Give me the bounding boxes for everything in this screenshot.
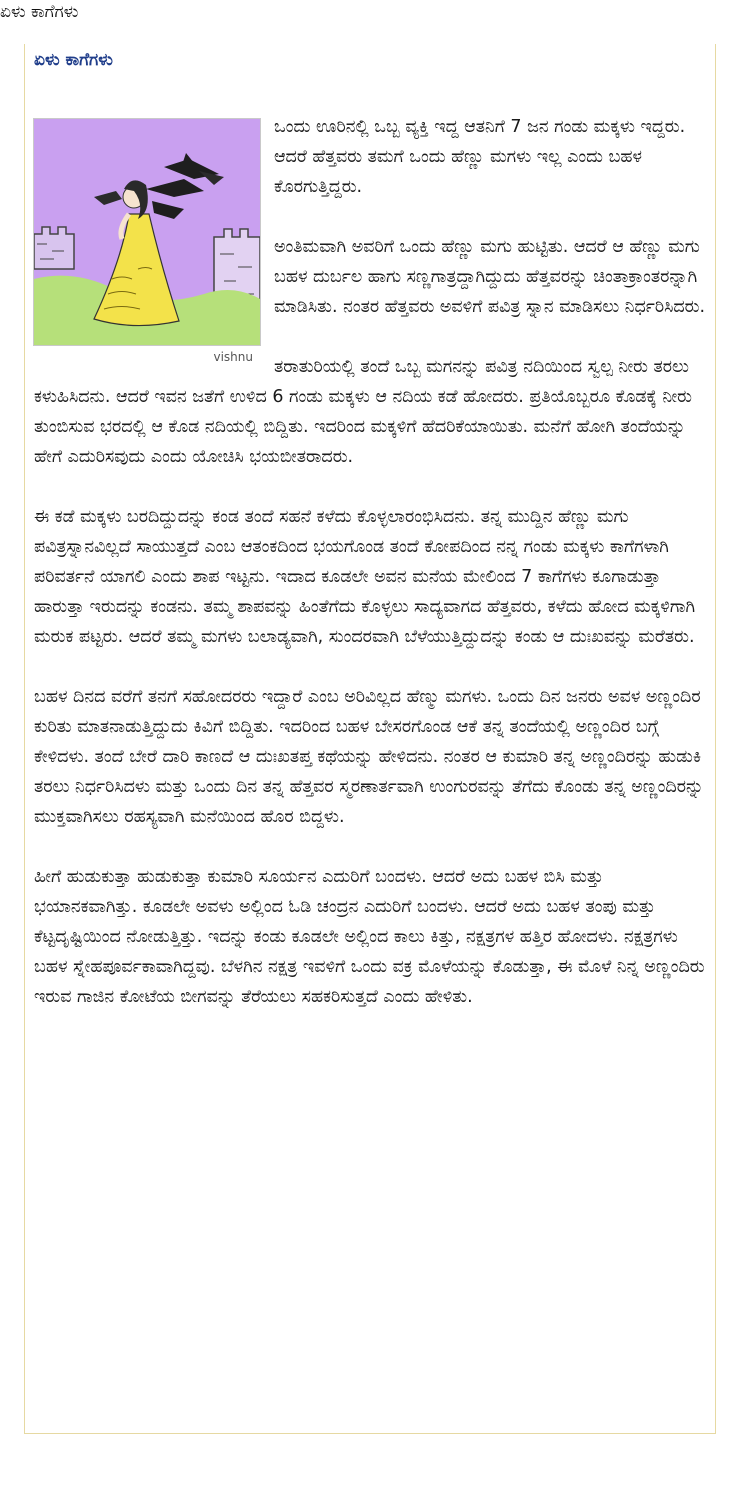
paragraph: ಹೀಗೆ ಹುಡುಕುತ್ತಾ ಹುಡುಕುತ್ತಾ ಕುಮಾರಿ ಸೂರ್ಯನ ಎದುರಿಗೆ ಬಂದಳು. ಆದರೆ ಅದು ಬಹಳ ಬಿಸಿ ಮತ್ತು ಭಯಾನಕವಾಗಿತ್ತು. ಕೂಡಲೇ ಅವಳು ಅಲ್ಲಿಂದ ಓಡಿ ಚಂದ್ರನ ಎದುರಿಗೆ ಬಂದಳು. ಆದರೆ ಅದು ಬಹಳ ತಂಪು ಮತ್ತು ಕೆಟ್ಟದೃಷ್ಟಿಯಿಂದ ನೋಡುತ್ತಿತ್ತು. ಇದನ್ನು ಕಂಡು ಕೂಡಲೇ ಅಲ್ಲಿಂದ ಕಾಲು ಕಿತ್ತು, ನಕ್ಷತ್ರಗಳ ಹತ್ತಿರ ಹೋದಳು. ನಕ್ಷತ್ರಗಳು ಬಹಳ ಸ್ನೇಹಪೂರ್ವಕಾವಾಗಿದ್ದವು. ಬೆಳಗಿನ ನಕ್ಷತ್ರ ಇವಳಿಗೆ ಒಂದು ವಕ್ರ ಮೊಳೆಯನ್ನು ಕೊಡುತ್ತಾ, ಈ ಮೊಳೆ ನಿನ್ನ ಅಣ್ಣಂದಿರು ಇರುವ ಗಾಜಿನ ಕೋಟೆಯ ಬೀಗವನ್ನು ತೆರೆಯಲು ಸಹಕರಿಸುತ್ತದೆ ಎಂದು ಹೇಳಿತು. [34,867,705,1007]
story-box [24,44,716,1434]
paragraph: ತರಾತುರಿಯಲ್ಲಿ ತಂದೆ ಒಬ್ಬ ಮಗನನ್ನು ಪವಿತ್ರ ನದಿಯಿಂದ ಸ್ವಲ್ಪ ನೀರು ತರಲು ಕಳುಹಿಸಿದನು. ಆದರೆ ಇವನ ಜತೆಗೆ ಉಳಿದ 6 ಗಂಡು ಮಕ್ಕಳು ಆ ನದಿಯ ಕಡೆ ಹೋದರು. ಪ್ರತಿಯೊಬ್ಬರೂ ಕೊಡಕ್ಕೆ ನೀರು ತುಂಬಿಸುವ ಭರದಲ್ಲಿ ಆ ಕೊಡ ನದಿಯಲ್ಲಿ ಬಿದ್ದಿತು. ಇದರಿಂದ ಮಕ್ಕಳಿಗೆ ಹೆದರಿಕೆಯಾಯಿತು. ಮನೆಗೆ ಹೋಗಿ ತಂದೆಯನ್ನು ಹೇಗೆ ಎದುರಿಸವುದು ಎಂದು ಯೋಚಿಸಿ ಭಯಬೀತರಾದರು. [34,357,692,467]
paragraph: ಬಹಳ ದಿನದ ವರೆಗೆ ತನಗೆ ಸಹೋದರರು ಇದ್ದಾರೆ ಎಂಬ ಅರಿವಿಲ್ಲದ ಹೆಣ್ಮು ಮಗಳು. ಒಂದು ದಿನ ಜನರು ಅವಳ ಅಣ್ಣಂದಿರ ಕುರಿತು ಮಾತನಾಡುತ್ತಿದ್ದುದು ಕಿವಿಗೆ ಬಿದ್ದಿತು. ಇದರಿಂದ ಬಹಳ ಬೇಸರಗೊಂಡ ಆಕೆ ತನ್ನ ತಂದೆಯಲ್ಲಿ ಅಣ್ಣಂದಿರ ಬಗ್ಗೆ ಕೇಳಿದಳು. ತಂದೆ ಬೇರೆ ದಾರಿ ಕಾಣದೆ ಆ ದುಃಖತಪ್ತ ಕಥೆಯನ್ನು ಹೇಳಿದನು. ನಂತರ ಆ ಕುಮಾರಿ ತನ್ನ ಅಣ್ಣಂದಿರನ್ನು ಹುಡುಕಿ ತರಲು ನಿರ್ಧರಿಸಿದಳು ಮತ್ತು ಒಂದು ದಿನ ತನ್ನ ಹೆತ್ತವರ ಸ್ಮರಣಾರ್ತವಾಗಿ ಉಂಗುರವನ್ನು ತೆಗೆದು ಕೊಂಡು ತನ್ನ ಅಣ್ಣಂದಿರನ್ನು ಮುಕ್ತವಾಗಿಸಲು ರಹಸ್ಯವಾಗಿ ಮನೆಯಿಂದ ಹೊರ ಬಿದ್ದಳು. [34,687,704,827]
page-header: ಏಳು ಕಾಗೆಗಳು [0,2,79,22]
paragraph: ಅಂತಿಮವಾಗಿ ಅವರಿಗೆ ಒಂದು ಹೆಣ್ಣು ಮಗು ಹುಟ್ಟಿತು. ಆದರೆ ಆ ಹೆಣ್ಣು ಮಗು ಬಹಳ ದುರ್ಬಲ ಹಾಗು ಸಣ್ಣಗಾತ್ರದ್ದಾಗಿದ್ದುದು ಹೆತ್ತವರನ್ನು ಚಿಂತಾಕ್ರಾಂತರನ್ನಾಗಿ ಮಾಡಿಸಿತು. ನಂತರ ಹೆತ್ತವರು ಅವಳಿಗೆ ಪವಿತ್ರ ಸ್ನಾನ ಮಾಡಿಸಲು ನಿರ್ಧರಿಸಿದರು. [274,237,706,317]
image-float-spacer [34,112,274,368]
paragraph: ಒಂದು ಊರಿನಲ್ಲಿ ಒಬ್ಬ ವ್ಯಕ್ತಿ ಇದ್ದ ಆತನಿಗೆ 7 ಜನ ಗಂಡು ಮಕ್ಕಳು ಇದ್ದರು. ಆದರೆ ಹೆತ್ತವರು ತಮಗೆ ಒಂದು ಹೆಣ್ಣು ಮಗಳು ಇಲ್ಲ ಎಂದು ಬಹಳ ಕೊರಗುತ್ತಿದ್ದರು. [274,117,686,197]
paragraph: ಈ ಕಡೆ ಮಕ್ಕಳು ಬರದಿದ್ದುದನ್ನು ಕಂಡ ತಂದೆ ಸಹನೆ ಕಳೆದು ಕೊಳ್ಳಲಾರಂಭಿಸಿದನು. ತನ್ನ ಮುದ್ದಿನ ಹೆಣ್ಣು ಮಗು ಪವಿತ್ರಸ್ನಾನವಿಲ್ಲದೆ ಸಾಯುತ್ತದೆ ಎಂಬ ಆತಂಕದಿಂದ ಭಯಗೊಂಡ ತಂದೆ ಕೋಪದಿಂದ ನನ್ನ ಗಂಡು ಮಕ್ಕಳು ಕಾಗೆಗಳಾಗಿ ಪರಿವರ್ತನೆ ಯಾಗಲಿ ಎಂದು ಶಾಪ ಇಟ್ಟನು. ಇದಾದ ಕೂಡಲೇ ಅವನ ಮನೆಯ ಮೇಲಿಂದ 7 ಕಾಗೆಗಳು ಕೂಗಾಡುತ್ತಾ ಹಾರುತ್ತಾ ಇರುದನ್ನು ಕಂಡನು. ತಮ್ಮ ಶಾಪವನ್ನು ಹಿಂತೆಗೆದು ಕೊಳ್ಳಲು ಸಾದ್ಯವಾಗದ ಹೆತ್ತವರು, ಕಳೆದು ಹೋದ ಮಕ್ಕಳಿಗಾಗಿ ಮರುಕ ಪಟ್ಟರು. ಆದರೆ ತಮ್ಮ ಮಗಳು ಬಲಾಡ್ಯವಾಗಿ, ಸುಂದರವಾಗಿ ಬೆಳೆಯುತ್ತಿದ್ದುದನ್ನು ಕಂಡು ಆ ದುಃಖವನ್ನು ಮರೆತರು. [34,507,696,647]
image-caption: vishnu [213,350,253,364]
story-text [34,112,710,1042]
story-title: ಏಳು ಕಾಗೆಗಳು [34,50,113,70]
